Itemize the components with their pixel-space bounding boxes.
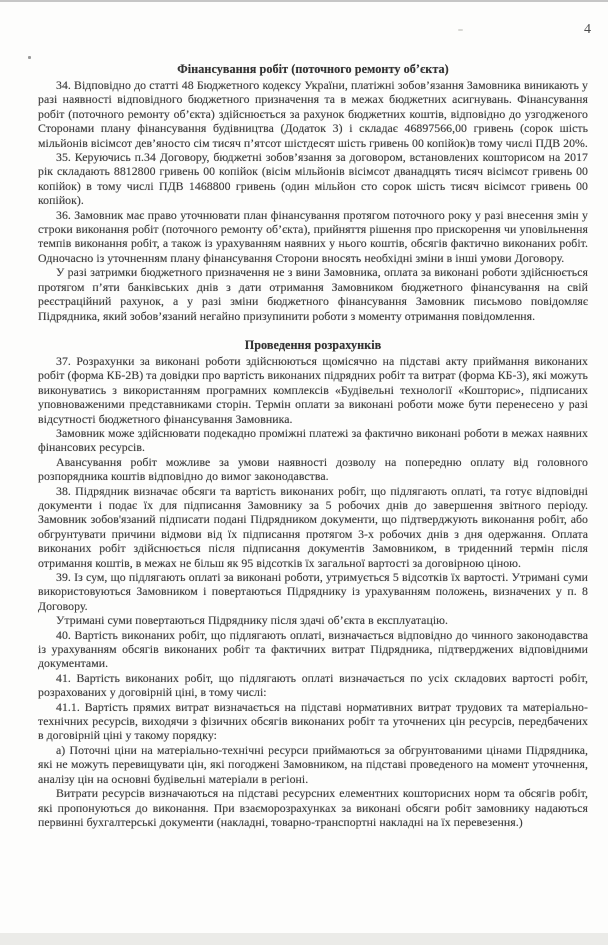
paragraph: Замовник може здійснювати подекадно проміжні платежі за фактично виконані роботи в межах наявних фінансових ресурсів.	[38, 425, 588, 455]
page-top-edge-line	[0, 0, 608, 2]
paragraph: 36. Замовник має право уточнювати план фінансування протягом поточного року у разі внесення змін у строки виконання робіт (поточного ремонту об’єкта), прийняття рішення про прискорення чи уповільнення темпів виконання робіт, а також із урахуванням наявних у нього коштів, обсягів фактично виконаних робіт. Одночасно із уточненням плану фінансування Сторони вносять необхідні зміни в інші умови Договору.	[38, 207, 588, 265]
section-heading: Фінансування робіт (поточного ремонту об’єкта)	[177, 62, 449, 76]
paragraph: 34. Відповідно до статті 48 Бюджетного кодексу України, платіжні зобов’язання Замовника виникають у разі наявності відповідного бюджетного призначення та в межах бюджетних асигнувань. Фінансування робіт (поточного ремонту об’єкта) здійснюється за рахунок бюджетних коштів, відповідно до узгодженого Сторонами плану фінансування будівництва (Додаток 3) і складає 46897566,00 гривень (сорок шість мільйонів вісімсот дев’яносто сім тисяч п’ятсот шістдесят шість гривень 00 копійок)в тому числі ПДВ 20%.	[38, 78, 588, 150]
paragraph: 39. Із сум, що підлягають оплаті за виконані роботи, утримується 5 відсотків їх вартості. Утримані суми використовуються Замовником і повертаються Підряднику із урахуванням положень, визначених у п. 8 Договору.	[38, 570, 588, 613]
paragraph: а) Поточні ціни на матеріально-технічні ресурси приймаються за обгрунтованими цінами Підрядника, які не можуть перевищувати цін, які погоджені Замовником, на підставі проведеного на момент уточнення, аналізу цін на основні будівельні матеріали в регіоні.	[38, 742, 588, 786]
paragraph: 41. Вартість виконаних робіт, що підлягають оплаті визначається по усіх складових вартості робіт, розрахованих у договірній ціні, в тому числі:	[38, 670, 588, 700]
paragraph: Витрати ресурсів визначаються на підставі ресурсних елементних кошторисних норм та обсягів робіт, які пропонуються до виконання. При взаєморозрахунках за виконані обсяги робіт замовнику надаються первинні бухгалтерські документи (накладні, товарно-транспортні накладні на їх перевезення.)	[38, 786, 588, 829]
page-bottom-edge-band	[0, 933, 608, 945]
scan-speck	[458, 29, 463, 31]
paragraph: 35. Керуючись п.34 Договору, бюджетні зобов’язання за договором, встановлених кошторисом на 2017 рік складають 8812800 гривень 00 копійок (вісім мільйонів вісімсот дванадцять тисяч вісімсот гривень 00 копійок) в тому числі ПДВ 1468800 гривень (один мільйон сто сорок шість тисяч вісімсот гривень 00 копійок).	[38, 150, 588, 208]
paragraph: 37. Розрахунки за виконані роботи здійснюються щомісячно на підставі акту приймання виконаних робіт (форма КБ-2В) та довідки про вартість виконаних підрядних робіт та витрат (форма КБ-3), які можуть виконуватись з використанням програмних комплексів «Будівельні технології «Кошторис», підписаних уповноваженими представниками сторін. Термін оплати за виконані роботи може бути перенесено у разі відсутності бюджетного фінансування Замовника.	[38, 353, 588, 426]
paragraph: У разі затримки бюджетного призначення не з вини Замовника, оплата за виконані роботи здійснюється протягом п’яти банківських днів з дати отримання Замовником бюджетного фінансування на свій реєстраційний рахунок, а у разі зміни бюджетного фінансування Замовник письмово повідомляє Підрядника, який зобов’язаний негайно призупинити роботи з моменту отримання повідомлення.	[38, 265, 588, 323]
paragraph: 40. Вартість виконаних робіт, що підлягають оплаті, визначається відповідно до чинного законодавства із урахуванням обсягів виконаних робіт та фактичних витрат Підрядника, підтверджених відповідними документами.	[38, 627, 588, 671]
page-number: 4	[584, 22, 591, 37]
sections-container	[38, 62, 588, 829]
paragraph: 38. Підрядник визначає обсяги та вартість виконаних робіт, що підлягають оплаті, та готує відповідні документи і подає їх для підписання Замовнику за 5 робочих днів до завершення звітного періоду. Замовник зобов'язаний підписати подані Підрядником документи, що підтверджують виконання робіт, або обгрунтувати причини відмови від їх підписання протягом 3-х робочих днів з дня одержання. Оплата виконаних робіт здійснюється після підписання документів Замовником, в триденний термін після отримання коштів, в межах не більш як 95 відсотків їх загальної вартості за договірною ціною.	[38, 483, 588, 570]
paragraph: Утримані суми повертаються Підряднику після здачі об’єкта в експлуатацію.	[56, 613, 449, 628]
paragraph: 41.1. Вартість прямих витрат визначається на підставі нормативних витрат трудових та матеріально-технічних ресурсів, виходячи з фізичних обсягів виконаних робіт та уточнених цін ресурсів, передбачених в договірній ціні у такому порядку:	[38, 699, 588, 743]
section-heading: Проведення розрахунків	[244, 337, 382, 352]
paragraph: Авансування робіт можливе за умови наявності дозволу на попередню оплату від головного розпорядника коштів відповідно до вимог законодавства.	[38, 454, 588, 484]
scan-speck	[28, 56, 31, 59]
